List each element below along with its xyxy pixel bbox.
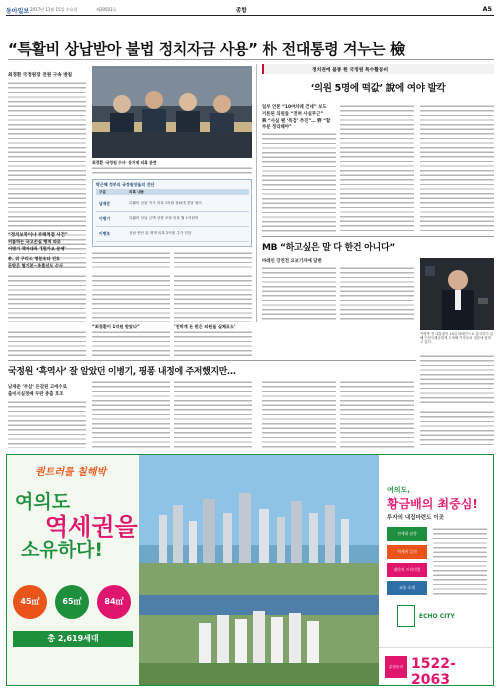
- ad-feature-4: [387, 581, 427, 595]
- ad-feature-3: [387, 563, 427, 577]
- right-label: 정치권에 불똥 튄 국정원 특수활동비: [312, 68, 389, 73]
- ad-phone-box: [379, 647, 493, 685]
- table-cell-name: 이병기: [99, 216, 111, 221]
- right-label-box: [262, 64, 494, 74]
- ad-brand-label: ECHO CITY: [419, 613, 455, 620]
- table-cell-detail: 특활비 상납 금액 상향 조정 의혹 월 1억원씩: [129, 216, 199, 220]
- ad-brand: [397, 605, 477, 635]
- ad-feature-1: [387, 527, 427, 541]
- ad-feature-4-label: 교통 호재: [399, 585, 415, 590]
- top-story-byline: 최경환 국정원장 전원 구속 방침: [8, 73, 73, 78]
- mb-subline: 바레인 강연전 요보기자에 답변: [262, 259, 322, 264]
- table-row: [96, 227, 249, 242]
- table-body: [96, 197, 249, 242]
- subhead-2b: 돈받은 혐기본~초출선도 수사: [8, 263, 63, 268]
- ad-slogan-small: 퀀트러를 칠해박: [35, 467, 107, 478]
- photo-caption: 최경환 ‘국정원 수사’ 증거제 의혹 관련: [92, 160, 157, 165]
- ad-units-bar: [13, 631, 133, 647]
- ad-phone-number: 1522-2063: [411, 656, 456, 686]
- ad-circle-1-label: 45㎡: [20, 597, 40, 606]
- table-header-col1: 구분: [99, 189, 106, 194]
- ad-feature-3-label: 대단지 프리미엄: [393, 567, 421, 572]
- top-headline: “특활비 상납받아 불법 정치자금 사용” 朴 전대통령 겨누는 檢: [8, 40, 405, 58]
- masthead-issue: 제29503호: [96, 7, 117, 12]
- ad-skyline-image: [139, 455, 379, 685]
- table-cell-detail: 특활비 상납 지시 의혹 1억원 청와대 전달 혐의: [129, 201, 202, 205]
- spending-table: [92, 179, 252, 247]
- real-estate-ad: [6, 454, 494, 686]
- ad-circle-1: [13, 585, 47, 619]
- ad-right-panel: [379, 455, 493, 685]
- middle-subline-1: 남재준 ‘부삽’ 돈갈된 고에수로: [8, 385, 67, 390]
- table-cell-detail: 상납 중단 뒤 재개 의혹 2억원 추가 전달: [129, 231, 192, 235]
- right-headline: ‘의원 5명에 떡값’ 說에 여야 발칵: [310, 83, 446, 94]
- ad-circle-2-label: 65㎡: [62, 597, 82, 606]
- masthead-logo: 동아일보: [6, 8, 30, 15]
- ad-phone-label-text: 분양문의: [389, 665, 403, 669]
- ad-right-tag: 여의도,: [387, 486, 410, 494]
- subhead-1: “정치보복이냐 부패척결 사건”: [8, 233, 68, 238]
- middle-headline: 국정원 ‘흑역사’ 잘 알았던 이병기, 핑퐁 내정에 주저했지만…: [8, 367, 236, 377]
- subhead-2: 朴, 뒤 구리소 명분조타 진토: [8, 256, 61, 261]
- subhead-3: “최경환이 1억원 받았다”: [92, 324, 140, 329]
- middle-subline-2: 출비서실정배 두란 충출 호조: [8, 392, 64, 397]
- ad-units-label: 총 2,619세대: [47, 634, 99, 643]
- masthead-rule: [6, 15, 494, 16]
- ad-right-headline: 황금배의 최중심!: [387, 497, 478, 511]
- ad-left-panel: [7, 455, 139, 685]
- mb-photo: [420, 258, 494, 330]
- ad-feature-1-label: 전세대 남향: [397, 531, 417, 536]
- subhead-1c: 이명기 책자대목 ‘[뭔가요 문제’: [8, 246, 67, 251]
- right-subline-3: 與 “사실 땐 ‘특검’ 추진”… 野 “할 부분 정리해야”: [262, 119, 331, 130]
- table-header-col2: 의혹 내용: [129, 189, 145, 194]
- ad-feature-2: [387, 545, 427, 559]
- ad-feature-2-label: 역세권 입지: [397, 549, 417, 554]
- ad-circle-3-label: 84㎡: [104, 597, 124, 606]
- ad-slogan-big-3: 소유하다!: [21, 539, 104, 561]
- ad-right-sub: 투자의 내집마련도 이곳: [387, 515, 444, 521]
- masthead-date: 2017년 11월 15일 수요일: [30, 7, 78, 12]
- building-icon: [397, 605, 415, 627]
- table-title: 박근혜 정부의 국정원장들의 진단: [96, 182, 155, 187]
- ad-circle-3: [97, 585, 131, 619]
- table-row: [96, 212, 249, 227]
- section-label: 종합: [236, 8, 247, 14]
- table-row: [96, 197, 249, 212]
- page-number: A5: [482, 5, 492, 13]
- ad-circle-2: [55, 585, 89, 619]
- mb-headline: MB “하고싶은 말 다 한건 아니다”: [262, 243, 395, 253]
- right-subline-2: 거론된 의원들 “전혀 사실무근”: [262, 112, 324, 117]
- table-cell-name: 이병호: [99, 231, 111, 236]
- subhead-1b: 씨름하는 국고손실 행적 따로: [8, 239, 61, 244]
- ad-slogan-big-2: 역세권을: [45, 513, 138, 541]
- right-subline-1: 일부 언론 “10여차례 건네” 보도: [262, 105, 327, 110]
- table-cell-name: 남재준: [99, 201, 111, 206]
- side-subhead: ‘친박계 돈 받은 의원들 실체로도’: [174, 324, 236, 329]
- mb-photo-caption: 이명박 전 대통령이 14일 바레인으로 출국하기 위해 인천국제공항에 도착해 기자들의 질문에 답하고 있다.: [420, 332, 494, 345]
- ad-phone-label: [385, 656, 407, 678]
- hearing-photo: [92, 66, 252, 158]
- ad-slogan-big-1: 여의도: [15, 491, 71, 513]
- masthead: [0, 0, 500, 32]
